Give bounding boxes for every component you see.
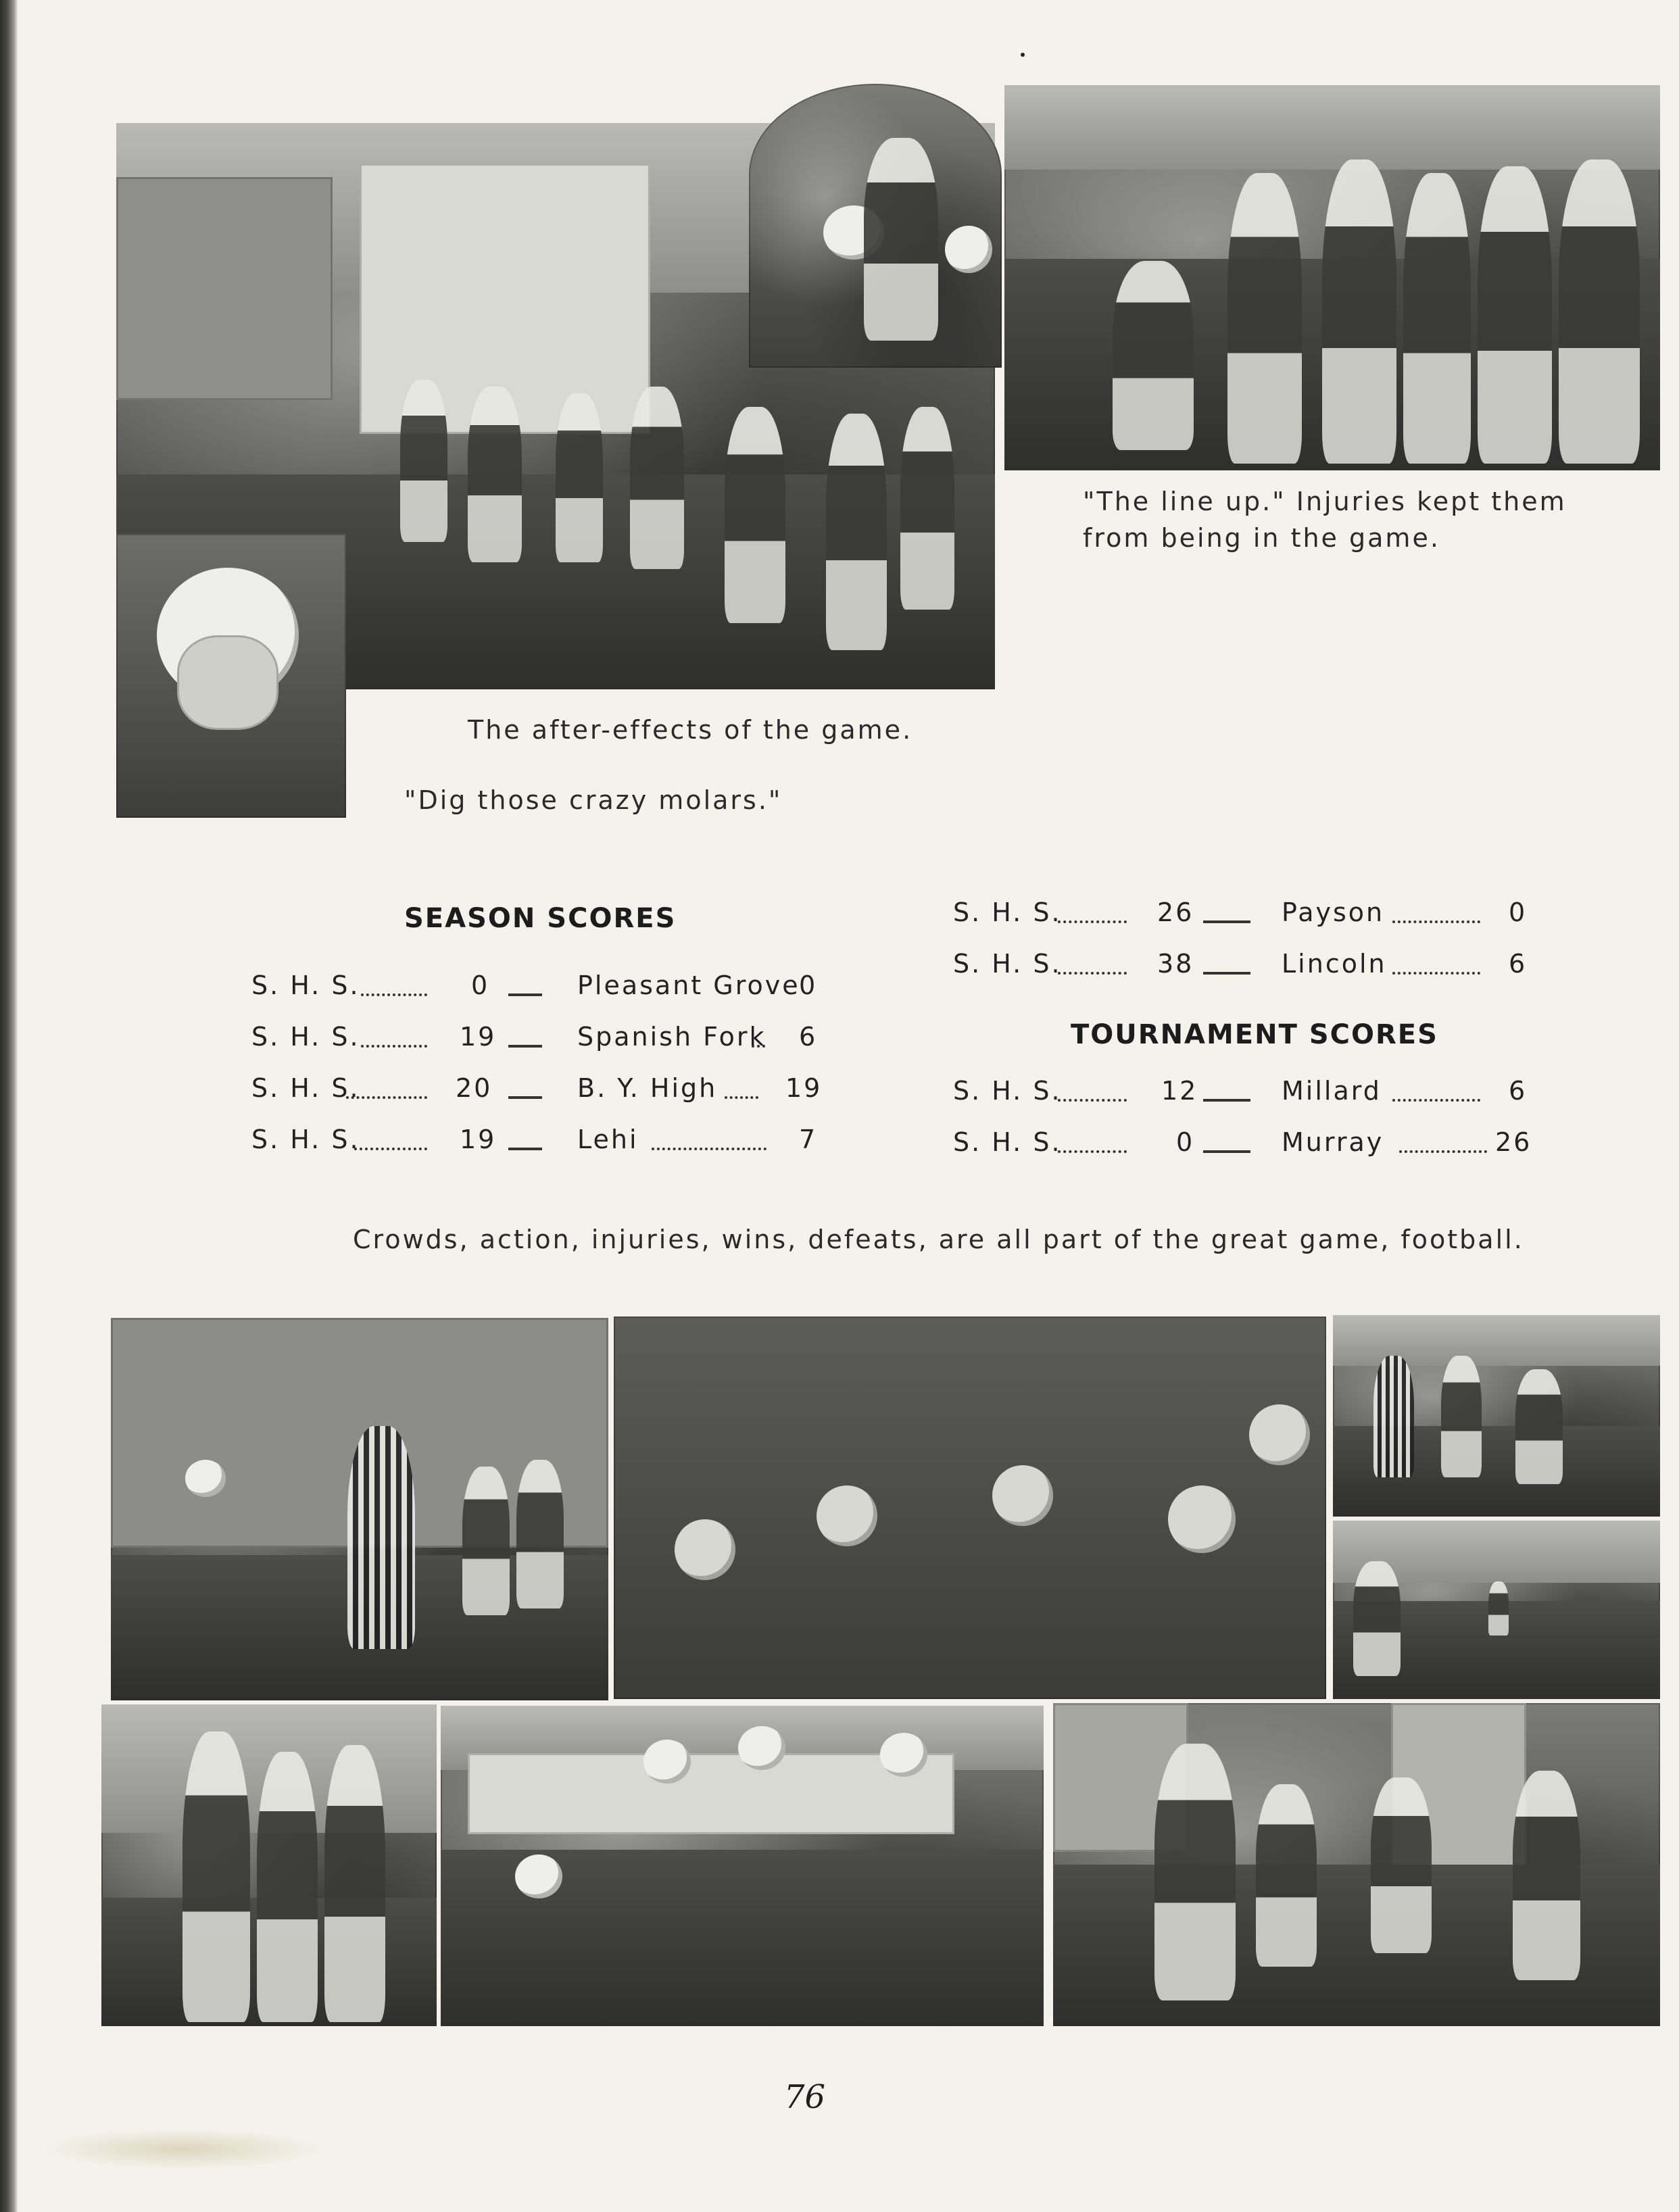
photo-referee-play <box>1333 1315 1660 1517</box>
leader-dots <box>1058 1099 1127 1102</box>
score-row <box>251 970 819 1007</box>
team-score: 19 <box>460 1125 497 1154</box>
photo-player-molars <box>116 534 346 818</box>
team-name: S. H. S. <box>251 1022 360 1052</box>
opponent-score: 6 <box>799 1022 818 1052</box>
score-row <box>953 949 1528 985</box>
photo-line-up <box>1004 85 1660 470</box>
leader-dots <box>652 1148 766 1150</box>
leader-dots <box>346 1096 427 1099</box>
leader-dots <box>354 1148 427 1150</box>
caption-after-effects: The after-effects of the game. <box>468 715 913 745</box>
dash <box>1203 1099 1250 1102</box>
team-score: 19 <box>460 1022 497 1052</box>
team-score: 12 <box>1161 1076 1198 1106</box>
opponent-name: Murray <box>1282 1127 1384 1157</box>
team-score: 0 <box>1176 1127 1195 1157</box>
photo-injured-player <box>101 1704 437 2026</box>
team-name: S. H. S. <box>953 1127 1062 1157</box>
leader-dots <box>752 1045 765 1048</box>
photo-referee-tackle <box>111 1318 608 1700</box>
leader-dots <box>1392 920 1480 923</box>
photo-cheering-crowd <box>614 1317 1326 1699</box>
team-score: 26 <box>1157 898 1194 927</box>
dash <box>1203 972 1250 975</box>
caption-summary: Crowds, action, injuries, wins, defeats, are all part of the great game, football. <box>353 1225 1524 1254</box>
team-name: S. H. S. <box>953 1076 1062 1106</box>
opponent-score: 0 <box>1509 898 1528 927</box>
opponent-score: 6 <box>1509 949 1528 979</box>
opponent-name: Spanish Fork <box>577 1022 766 1052</box>
score-row <box>251 1125 819 1161</box>
score-row <box>251 1073 823 1110</box>
opponent-score: 6 <box>1509 1076 1528 1106</box>
caption-line-up: "The line up." Injuries kept them from being in the game. <box>1083 487 1567 553</box>
leader-dots <box>1058 972 1127 975</box>
team-score: 20 <box>456 1073 493 1103</box>
leader-dots <box>1058 1150 1127 1153</box>
season-scores-heading: SEASON SCORES <box>404 903 677 934</box>
tournament-scores-heading: TOURNAMENT SCORES <box>1071 1019 1438 1050</box>
page-number: 76 <box>784 2078 826 2116</box>
dash <box>1203 920 1250 923</box>
opponent-score: 0 <box>799 970 818 1000</box>
opponent-name: Pleasant Grove <box>577 970 800 1000</box>
opponent-name: Lincoln <box>1282 949 1387 979</box>
team-name: S. H. S. <box>251 1073 360 1103</box>
leader-dots <box>725 1096 758 1099</box>
opponent-score: 19 <box>785 1073 823 1103</box>
page-stain <box>41 2129 324 2169</box>
photo-field-run <box>1333 1521 1660 1699</box>
leader-dots <box>361 993 427 996</box>
photo-coach-carried <box>749 84 1002 368</box>
team-score: 0 <box>471 970 490 1000</box>
binding-shadow <box>0 0 18 2212</box>
score-row <box>953 1127 1532 1164</box>
leader-dots <box>361 1045 427 1048</box>
leader-dots <box>1392 1099 1480 1102</box>
leader-dots <box>1399 1150 1487 1153</box>
dash <box>508 1096 542 1099</box>
opponent-name: Payson <box>1282 898 1385 927</box>
opponent-name: Lehi <box>577 1125 639 1154</box>
photo-number-98 <box>1053 1703 1660 2026</box>
team-name: S. H. S. <box>251 970 360 1000</box>
team-name: S. H. S. <box>953 898 1062 927</box>
leader-dots <box>1392 972 1480 975</box>
leader-dots <box>1058 920 1127 923</box>
opponent-score: 26 <box>1495 1127 1532 1157</box>
caption-molars: "Dig those crazy molars." <box>404 785 783 815</box>
dash <box>1203 1150 1250 1153</box>
team-score: 38 <box>1157 949 1194 979</box>
score-row <box>953 898 1528 934</box>
team-name: S. H. S. <box>953 949 1062 979</box>
dash <box>508 1148 542 1150</box>
team-name: S. H. S. <box>251 1125 360 1154</box>
page-speck <box>1021 53 1025 57</box>
opponent-name: B. Y. High <box>577 1073 718 1103</box>
photo-pileup <box>441 1706 1044 2026</box>
score-row <box>953 1076 1528 1112</box>
dash <box>508 1045 542 1048</box>
opponent-name: Millard <box>1282 1076 1382 1106</box>
opponent-score: 7 <box>799 1125 818 1154</box>
score-row <box>251 1022 819 1058</box>
dash <box>508 993 542 996</box>
